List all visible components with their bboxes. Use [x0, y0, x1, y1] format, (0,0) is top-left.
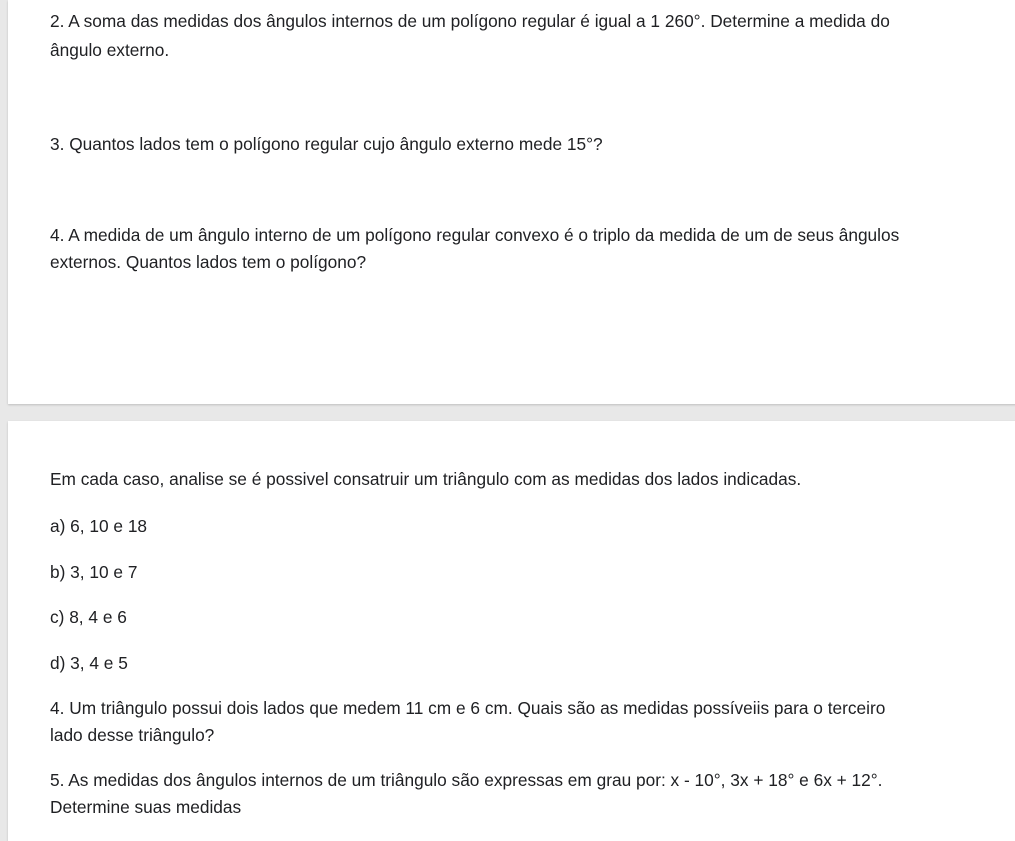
triangle-intro-text: Em cada caso, analise se é possivel consatruir um triângulo com as medidas dos lados indicadas. — [50, 469, 802, 489]
triangle-question-5-line-2: Determine suas medidas — [50, 797, 242, 817]
question-4-line-1: 4. A medida de um ângulo interno de um polígono regular convexo é o triplo da medida de um de seus ângulos — [50, 225, 900, 245]
option-b: b) 3, 10 e 7 — [50, 562, 138, 582]
question-card-triangles — [8, 421, 1015, 841]
question-2-line-2: ângulo externo. — [50, 40, 170, 60]
option-c: c) 8, 4 e 6 — [50, 607, 127, 627]
triangle-question-5-line-1: 5. As medidas dos ângulos internos de um triângulo são expressas em grau por: x - 10°, 3x + 18° e 6x + 12°. — [50, 770, 883, 790]
triangle-question-4-line-2: lado desse triângulo? — [50, 725, 215, 745]
question-4-line-2: externos. Quantos lados tem o polígono? — [50, 252, 367, 272]
question-card-polygons — [8, 0, 1015, 404]
question-3-text: 3. Quantos lados tem o polígono regular cujo ângulo externo mede 15°? — [50, 134, 603, 154]
option-a: a) 6, 10 e 18 — [50, 516, 148, 536]
option-d: d) 3, 4 e 5 — [50, 653, 128, 673]
question-2-line-1: 2. A soma das medidas dos ângulos internos de um polígono regular é igual a 1 260°. Determine a medida do — [50, 11, 890, 31]
triangle-question-4-line-1: 4. Um triângulo possui dois lados que medem 11 cm e 6 cm. Quais são as medidas possíveiis para o terceiro — [50, 698, 886, 718]
